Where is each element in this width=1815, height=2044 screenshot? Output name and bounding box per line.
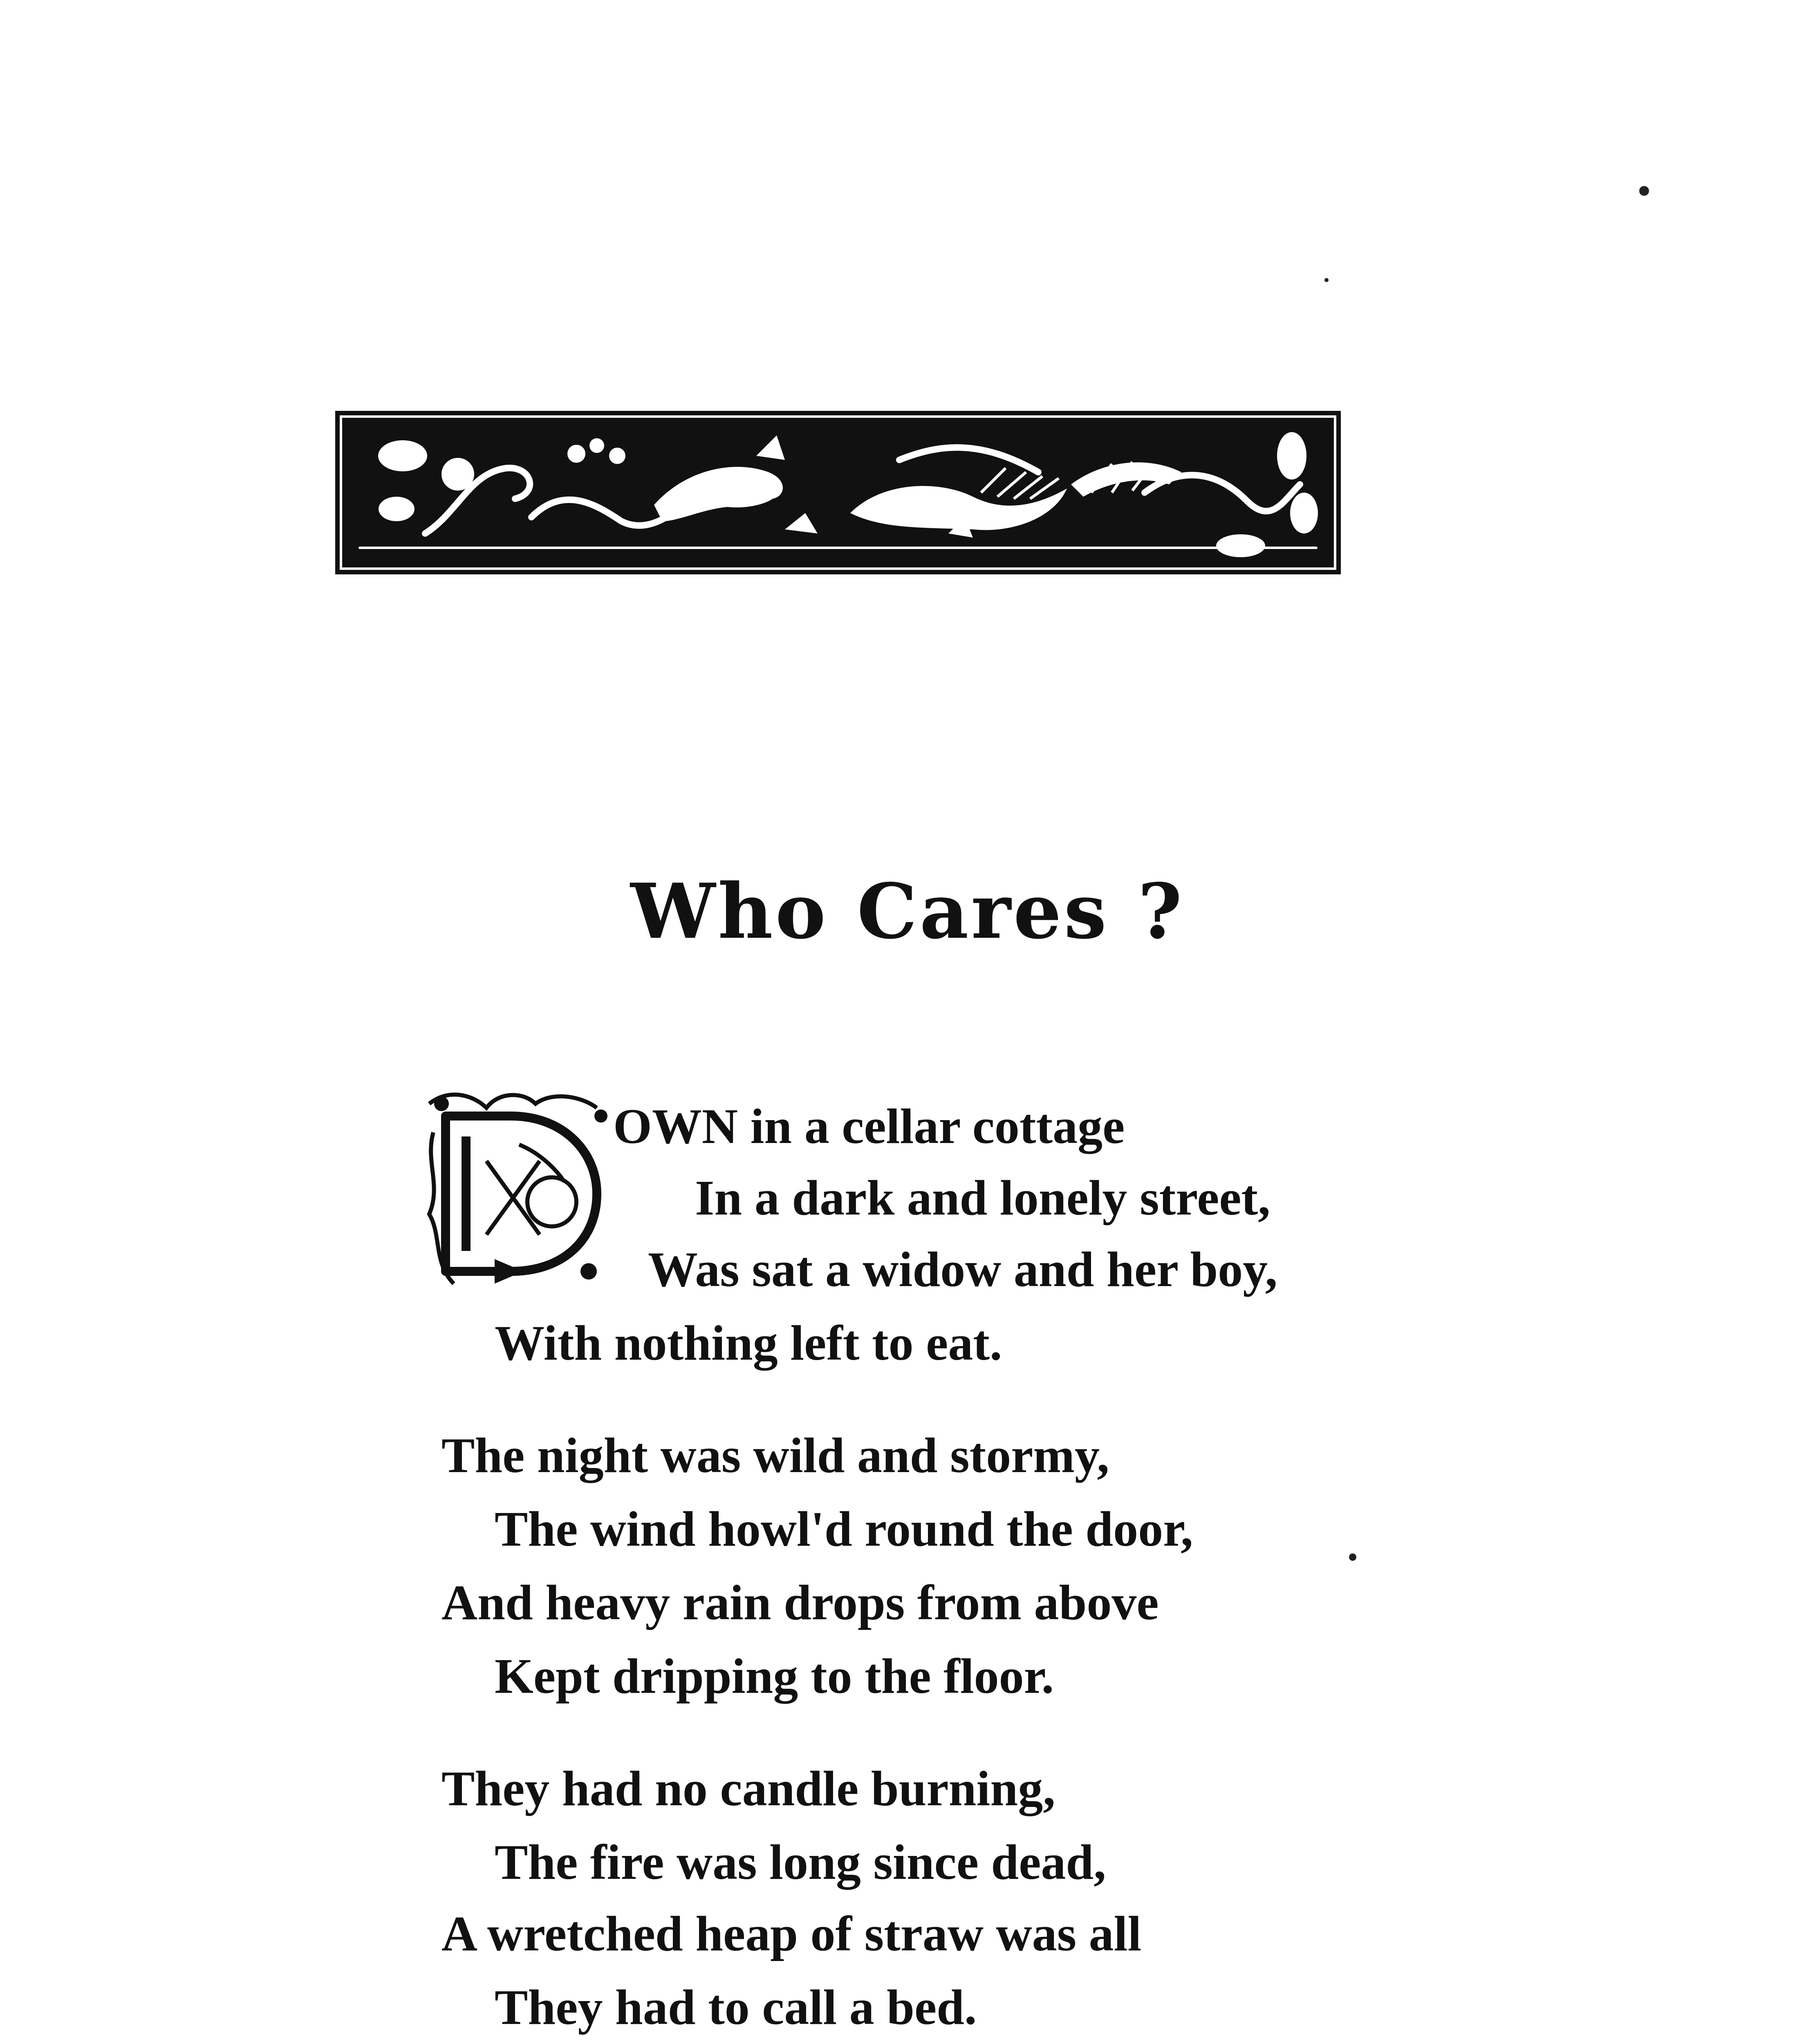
poem-line: In a dark and lonely street,: [695, 1170, 1270, 1226]
ornamental-dragon-banner-icon: [335, 411, 1341, 574]
poem-line: A wretched heap of straw was all: [441, 1906, 1142, 1961]
poem-line: With nothing left to eat.: [495, 1316, 1002, 1371]
poem-line: And heavy rain drops from above: [441, 1575, 1159, 1630]
poem-line: They had no candle burning,: [441, 1761, 1055, 1816]
poem-line: Kept dripping to the floor.: [495, 1649, 1054, 1704]
poem-line: They had to call a bed.: [495, 1980, 977, 2035]
poem-line: The night was wild and stormy,: [441, 1428, 1109, 1483]
poem-line: Was sat a widow and her boy,: [648, 1242, 1278, 1297]
ink-speck: [1349, 1553, 1356, 1561]
poem-line: OWN in a cellar cottage: [613, 1099, 1125, 1154]
ink-speck: [1639, 186, 1649, 196]
ink-speck: [1324, 278, 1329, 282]
page-title: Who Cares ?: [630, 867, 1185, 956]
poem-line: The fire was long since dead,: [495, 1835, 1106, 1890]
poem-line: The wind howl'd round the door,: [495, 1502, 1193, 1557]
decorated-initial-d-icon: [417, 1079, 621, 1292]
